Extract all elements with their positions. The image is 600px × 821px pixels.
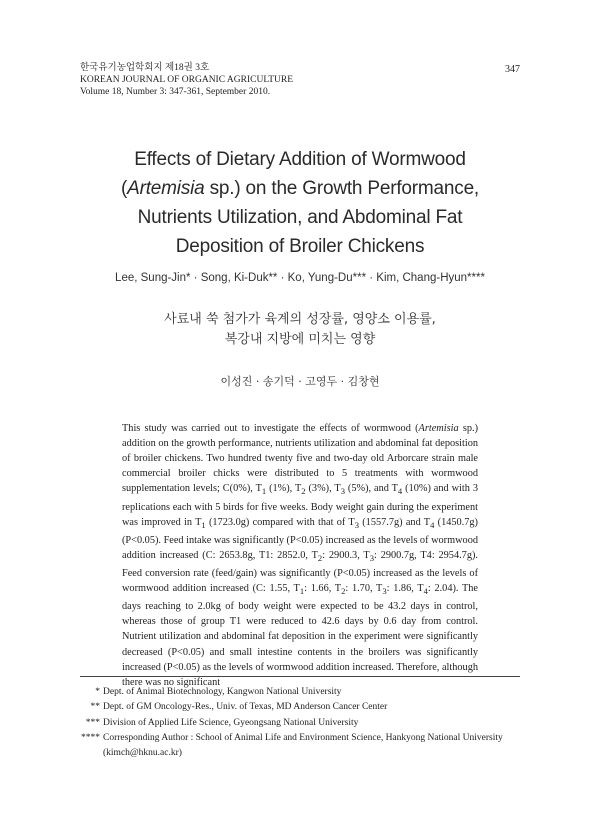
journal-volume: Volume 18, Number 3: 347-361, September 2010. <box>80 87 271 97</box>
journal-name-english: KOREAN JOURNAL OF ORGANIC AGRICULTURE <box>80 75 294 85</box>
title-line-3: Nutrients Utilization, and Abdominal Fat <box>137 207 463 228</box>
title-line-4: Deposition of Broiler Chickens <box>175 236 425 257</box>
footnote-affiliation-3: *** Division of Applied Life Science, Gyeongsang National University <box>85 717 359 728</box>
abstract-italic-species: Artemisia <box>418 423 459 434</box>
journal-header <box>80 62 293 98</box>
abstract: This study was carried out to investigate the effects of wormwood (Artemisia sp.) addition on the growth performance, nutrients utilization and abdominal fat deposition of broiler chickens. Two hundred twenty five and two-day old Arborcare strain male commercial broiler chicks were distributed to 5 treatments with wormwood supplementation levels; C(0%), $T_1$ (1%), $T_2$ (3%), $T_3$ (5%), and $T_4$ (10%) and with 3 replications each with 5 birds for five weeks. Body weight gain during the experiment was improved in $T_1$ (1723.0g) compared with that of $T_3$ (1557.7g) and $T_4$ (1450.7g) (P<0.05). Feed intake was significantly (P<0.05) increased as the levels of wormwood addition increased (C: 2653.8g, T1: 2852.0, $T_2$: 2900.3, $T_3$: 2900.7g, T4: 2954.7g). Feed conversion rate (feed/gain) was significantly (P<0.05) increased as the levels of wormwood addition increased (C: 1.55, $T_1$: 1.66, $T_2$: 1.70, $T_3$: 1.86, $T_4$: 2.04). The days reaching to 2.0kg of body weight were expected to be 43.2 days in control, whereas those of group T1 were reduced to 42.6 days by 0.6 day from control. Nutrient utilization and abdominal fat deposition in the experiment were significantly decreased (P<0.05) and small intestine contents in the broilers was significantly increased (P<0.05) as the levels of wormwood addition increased. Therefore, although there was no significant <box>122 423 479 688</box>
title-italic-species: Artemisia <box>127 178 205 199</box>
authors-english: Lee, Sung-Jin* · Song, Ki-Duk** · Ko, Yung-Du*** · Kim, Chang-Hyun**** <box>115 272 485 284</box>
korean-title-line-2: 복강내 지방에 미치는 영향 <box>224 332 376 347</box>
footnote-affiliation-1: * Dept. of Animal Biotechnology, Kangwon National University <box>95 687 342 697</box>
footnote-affiliation-2: ** Dept. of GM Oncology-Res., Univ. of Texas, MD Anderson Cancer Center <box>90 702 388 713</box>
footnotes <box>80 685 530 761</box>
title-line-1: Effects of Dietary Addition of Wormwood <box>134 149 466 170</box>
authors-korean: 이성진 · 송기덕 · 고영두 · 김창현 <box>220 375 380 388</box>
footnote-divider <box>80 676 520 677</box>
footnote-corresponding-author: **** Corresponding Author : School of Animal Life and Environment Science, Hankyong National University <box>81 732 503 743</box>
footnote-email: (kimch@hknu.ac.kr) <box>103 748 182 759</box>
korean-title <box>0 310 600 350</box>
paper-title <box>0 145 600 261</box>
korean-title-line-1: 사료내 쑥 첨가가 육계의 성장률, 영양소 이용률, <box>164 312 436 327</box>
journal-name-korean: 한국유기농업학회지 제18권 3호 <box>80 63 210 73</box>
title-line-2: (Artemisia sp.) on the Growth Performance, <box>120 178 480 199</box>
page-number: 347 <box>505 64 520 75</box>
